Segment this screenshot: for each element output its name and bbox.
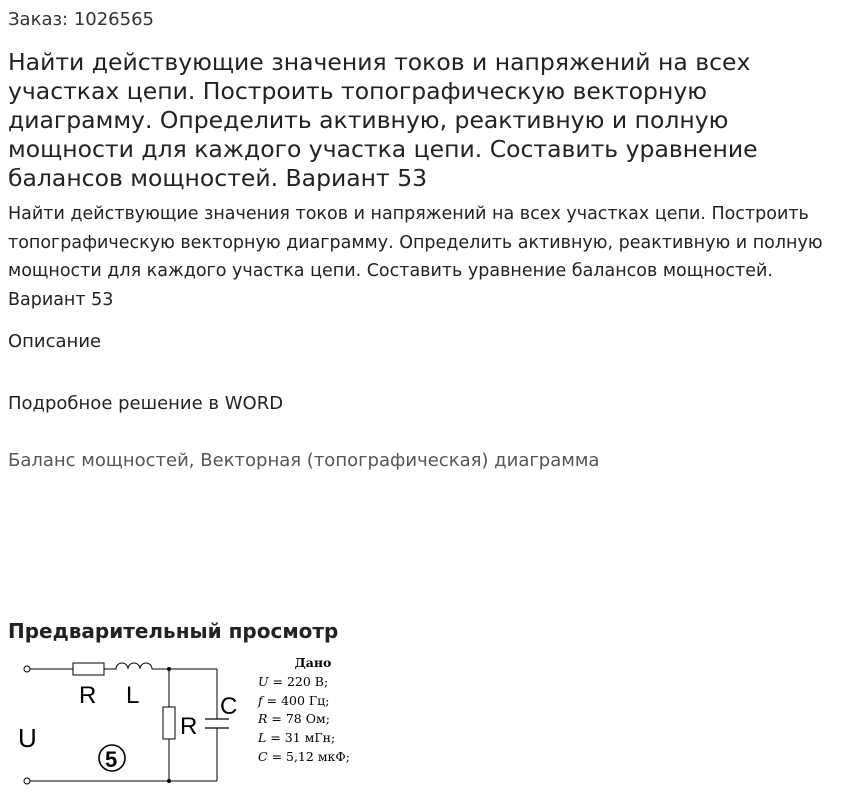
inductor-l	[104, 663, 158, 669]
tags-list: Баланс мощностей, Векторная (топографическая) диаграмма	[8, 450, 600, 471]
label-r2: R	[180, 713, 198, 740]
label-u: U	[18, 723, 37, 753]
page-title: Найти действующие значения токов и напряжений на всех участках цепи. Построить топографическую векторную диаграмму. Определить активную, реактивную и полную мощности для каждого участка цепи. Составить уравнение балансов мощностей. Вариант 53	[8, 48, 758, 192]
given-row-f: f = 400 Гц;	[258, 692, 330, 708]
node-bottom	[167, 779, 171, 783]
label-c: C	[220, 693, 238, 720]
solution-note: Подробное решение в WORD	[8, 393, 284, 414]
resistor-r2	[163, 707, 175, 739]
preview-image	[8, 652, 388, 798]
order-number: Заказ: 1026565	[8, 9, 154, 30]
circuit-diagram	[8, 652, 253, 798]
description-label: Описание	[8, 331, 102, 352]
given-title: Дано	[294, 655, 332, 670]
resistor-r1	[73, 663, 104, 675]
given-row-c: C = 5,12 мкФ;	[258, 748, 350, 764]
task-description: Найти действующие значения токов и напряжений на всех участках цепи. Построить топографическую векторную диаграмму. Определить активную, реактивную и полную мощности для каждого участка цепи. Составить уравнение балансов мощностей. Вариант 53	[8, 204, 823, 310]
terminal-top	[24, 666, 30, 672]
given-block	[258, 654, 368, 767]
label-variant: 5	[105, 747, 118, 772]
preview-heading: Предварительный просмотр	[8, 619, 339, 643]
label-l: L	[126, 682, 140, 709]
node-top	[167, 667, 171, 671]
given-row-r: R = 78 Ом;	[258, 711, 330, 727]
given-row-u: U = 220 В;	[258, 673, 329, 689]
given-row-l: L = 31 мГн;	[258, 730, 336, 746]
terminal-bottom	[24, 778, 30, 784]
label-r1: R	[79, 682, 97, 709]
